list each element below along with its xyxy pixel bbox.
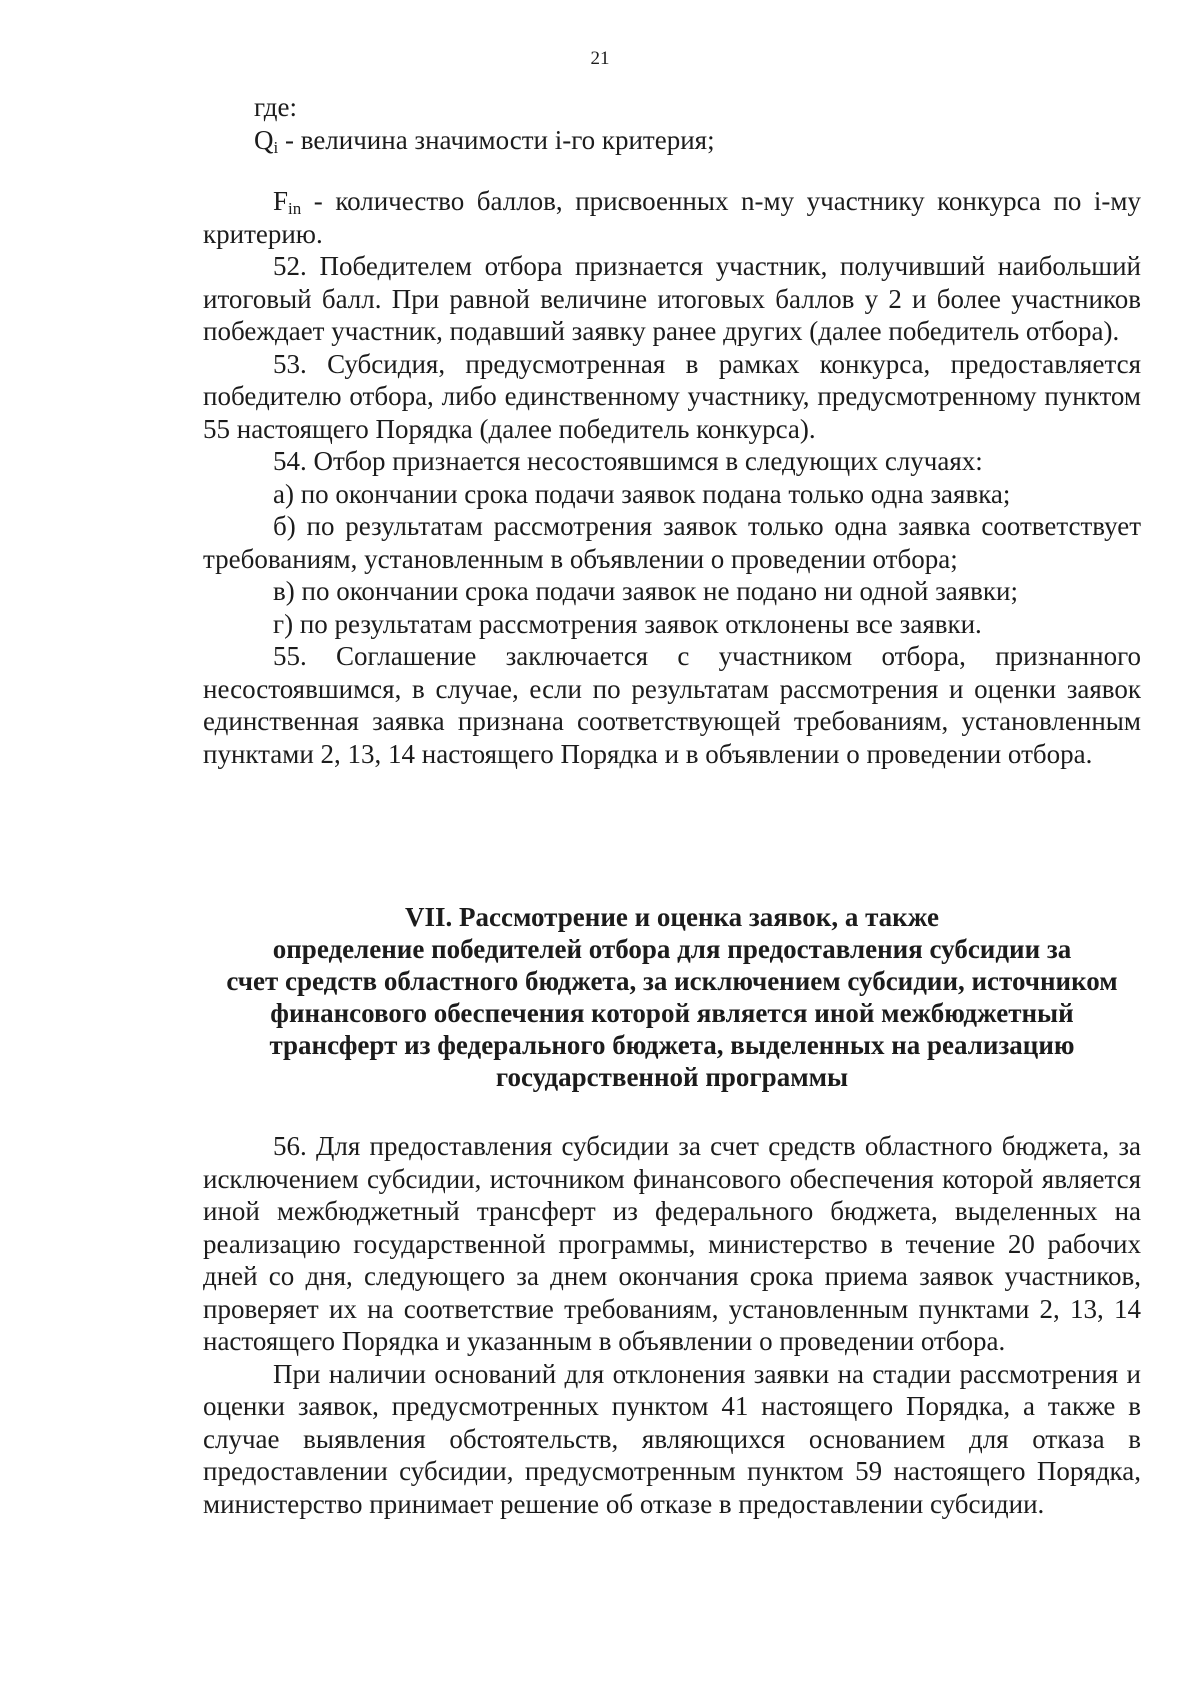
paragraph-53: 53. Субсидия, предусмотренная в рамках конкурса, предоставляется победителю отбора, либо единственному участнику, предусмотренному пунктом 55 настоящего Порядка (далее победитель конкурса).: [203, 348, 1141, 444]
list-item-g: г) по результатам рассмотрения заявок отклонены все заявки.: [273, 608, 982, 639]
q-text: - величина значимости i-го критерия;: [278, 124, 715, 155]
q-subscript: i: [273, 137, 279, 157]
heading-line: определение победителей отбора для предоставления субсидии за: [272, 934, 1072, 964]
q-definition: [203, 124, 1141, 157]
page-number: 21: [590, 48, 610, 69]
f-subscript: in: [288, 199, 302, 218]
list-item-b: б) по результатам рассмотрения заявок только одна заявка соответствует требованиям, установленным в объявлении о проведении отбора;: [203, 511, 1141, 574]
where-label: где:: [254, 92, 297, 122]
paragraph-56: 56. Для предоставления субсидии за счет средств областного бюджета, за исключением субсидии, источником финансового обеспечения которой является иной межбюджетный трансферт из федерального бюджета, выделенных на реализацию государственной программы, министерство в течение 20 рабочих дней со дня, следующего за днем окончания срока приема заявок участников, проверяет их на соответствие требованиям, установленным пунктами 2, 13, 14 настоящего Порядка и указанным в объявлении о проведении отбора.: [203, 1131, 1141, 1356]
paragraph-52: 52. Победителем отбора признается участник, получивший наибольший итоговый балл. При равной величине итоговых баллов у 2 и более участников побеждает участник, подавший заявку ранее других (далее победитель отбора).: [203, 251, 1141, 346]
heading-line: финансового обеспечения которой является иной межбюджетный: [270, 998, 1074, 1028]
paragraph-54: 54. Отбор признается несостоявшимся в следующих случаях:: [273, 446, 983, 476]
main-text-top: [203, 185, 1141, 770]
heading-line: государственной программы: [495, 1062, 849, 1092]
paragraph-56-continued: При наличии оснований для отклонения заявки на стадии рассмотрения и оценки заявок, предусмотренных пунктом 41 настоящего Порядка, а также в случае выявления обстоятельств, являющихся основанием для отказа в предоставлении субсидии, предусмотренным пунктом 59 настоящего Порядка, министерство принимает решение об отказе в предоставлении субсидии.: [203, 1358, 1141, 1519]
list-item-v: в) по окончании срока подачи заявок не подано ни одной заявки;: [273, 576, 1018, 606]
heading-line: трансферт из федерального бюджета, выделенных на реализацию: [269, 1030, 1075, 1060]
formula-definitions: [203, 91, 1141, 156]
f-text: - количество баллов, присвоенных n-му участнику конкурса по i-му критерию.: [203, 186, 1141, 249]
paragraph-55: 55. Соглашение заключается с участником отбора, признанного несостоявшимся, в случае, если по результатам рассмотрения и оценки заявок единственная заявка признана соответствующей требованиям, установленным пунктами 2, 13, 14 настоящего Порядка и в объявлении о проведении отбора.: [203, 641, 1141, 769]
heading-line: счет средств областного бюджета, за исключением субсидии, источником: [226, 966, 1118, 996]
main-text-bottom: [203, 1130, 1141, 1520]
heading-line: VII. Рассмотрение и оценка заявок, а также: [405, 902, 939, 932]
f-symbol: F: [273, 186, 289, 216]
f-definition: [203, 185, 1141, 250]
list-item-a: а) по окончании срока подачи заявок подана только одна заявка;: [273, 478, 1011, 509]
section-heading: [203, 901, 1141, 1093]
q-symbol: Q: [254, 124, 274, 155]
